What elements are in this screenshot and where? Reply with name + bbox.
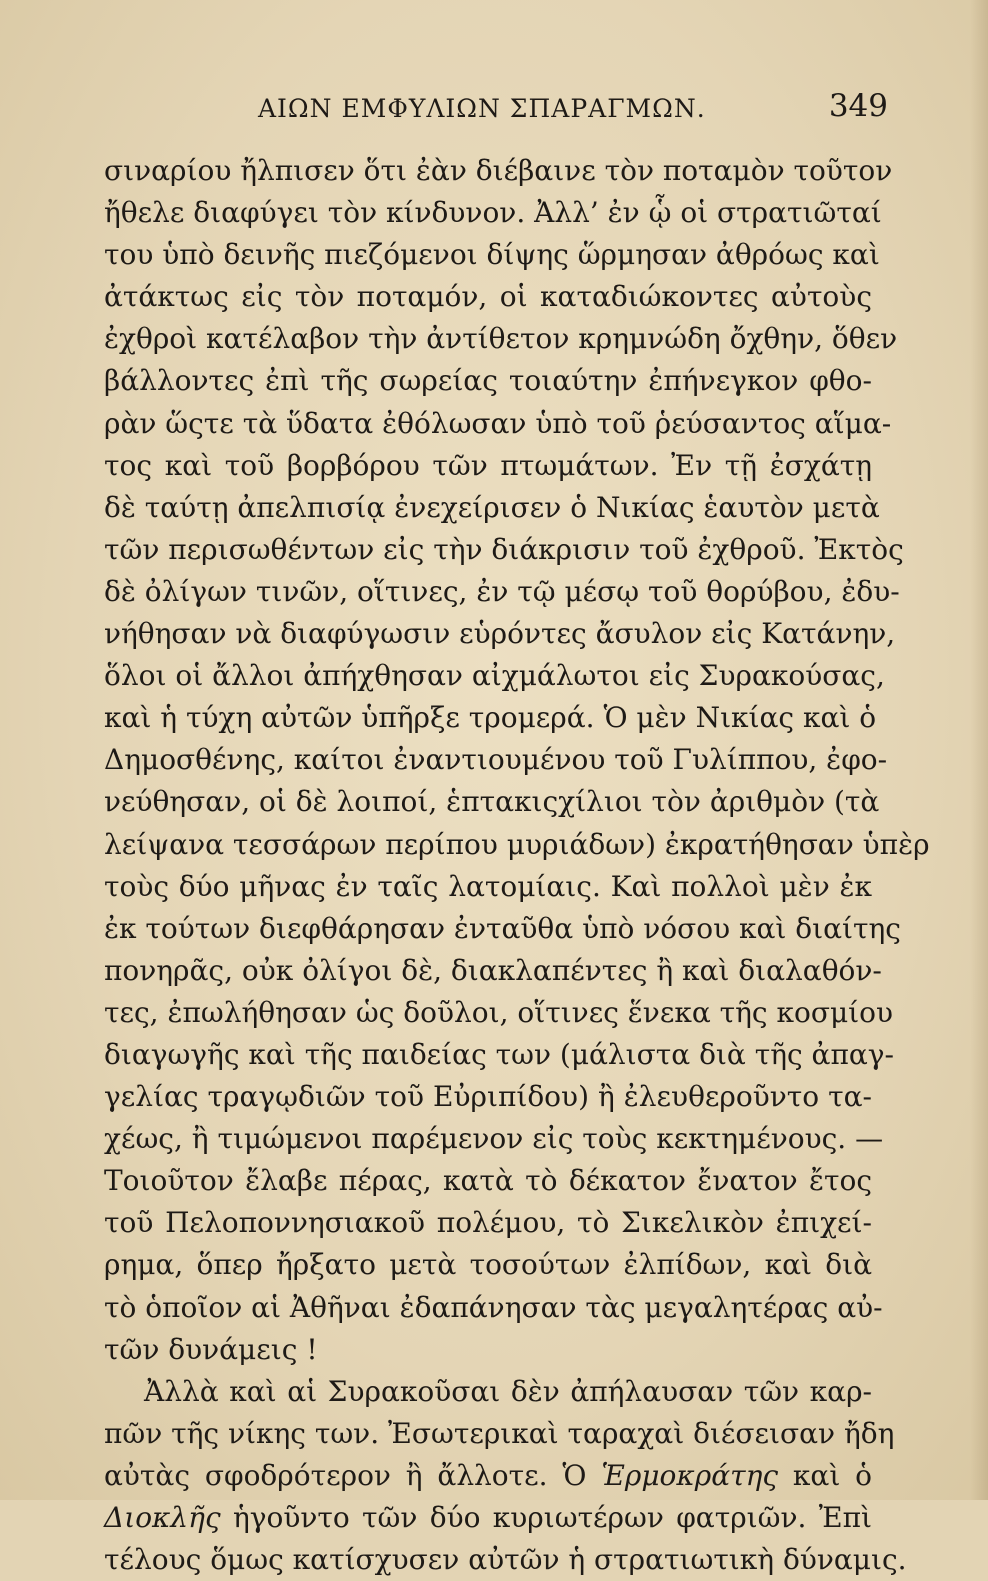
text-line: σιναρίου ἤλπισεν ὅτι ἐὰν διέβαινε τὸν ποταμὸν τοῦτον (104, 154, 893, 187)
text-line: ὅλοι οἱ ἄλλοι ἀπήχθησαν αἰχμάλωτοι εἰς Συρακούσας, (104, 659, 885, 693)
text-line: Δημοσθένης, καίτοι ἐναντιουμένου τοῦ Γυλίππου, ἐφο- (104, 743, 888, 777)
text-line: γελίας τραγῳδιῶν τοῦ Εὐριπίδου) ἢ ἐλευθεροῦντο τα- (104, 1080, 872, 1114)
text-line: καὶ ἡ τύχη αὐτῶν ὑπῆρξε τρομερά. Ὁ μὲν Νικίας καὶ ὁ (104, 701, 877, 735)
running-title: ΑΙΩΝ ΕΜΦΥΛΙΩΝ ΣΠΑΡΑΓΜΩΝ. (258, 94, 706, 123)
text-line: ἐχθροὶ κατέλαβον τὴν ἀντίθετον κρημνώδη ὄχθην, ὅθεν (104, 322, 898, 356)
text-line: τοῦ Πελοποννησιακοῦ πολέμου, τὸ Σικελικὸν ἐπιχεί- (104, 1206, 872, 1240)
text-line: δὲ ταύτῃ ἀπελπισίᾳ ἐνεχείρισεν ὁ Νικίας ἑαυτὸν μετὰ (104, 490, 880, 524)
text-line: τέλους ὅμως κατίσχυσεν αὐτῶν ἡ στρατιωτικὴ δύναμις. (104, 1543, 907, 1577)
text-line: δὲ ὀλίγων τινῶν, οἵτινες, ἐν τῷ μέσῳ τοῦ θορύβου, ἐδυ- (104, 574, 900, 608)
text-line: τες, ἐπωλήθησαν ὡς δοῦλοι, οἵτινες ἕνεκα τῆς κοσμίου (104, 995, 894, 1029)
text-line: πῶν τῆς νίκης των. Ἐσωτερικαὶ ταραχαὶ διέσεισαν ἤδη (104, 1416, 895, 1450)
text-line: τὸ ὁποῖον αἱ Ἀθῆναι ἐδαπάνησαν τὰς μεγαλητέρας αὐ- (104, 1290, 883, 1324)
text-line: νήθησαν νὰ διαφύγωσιν εὑρόντες ἄσυλον εἰς Κατάνην, (104, 617, 896, 651)
text-line: τῶν δυνάμεις ! (104, 1332, 318, 1366)
text-line: τοὺς δύο μῆνας ἐν ταῖς λατομίαις. Καὶ πολλοὶ μὲν ἐκ (104, 869, 872, 903)
text-line: τος καὶ τοῦ βορβόρου τῶν πτωμάτων. Ἐν τῇ ἐσχάτῃ (104, 448, 872, 482)
text-line: βάλλοντες ἐπὶ τῆς σωρείας τοιαύτην ἐπήνεγκον φθο- (104, 364, 872, 398)
text-line: Ἀλλὰ καὶ αἱ Συρακοῦσαι δὲν ἀπήλαυσαν τῶν καρ- (144, 1374, 872, 1408)
text-line: τῶν περισωθέντων εἰς τὴν διάκρισιν τοῦ ἐχθροῦ. Ἐκτὸς (104, 532, 904, 566)
text-line: ρημα, ὅπερ ἤρξατο μετὰ τοσούτων ἐλπίδων, καὶ διὰ (104, 1248, 872, 1282)
body-text (104, 150, 930, 1581)
text-line: διαγωγῆς καὶ τῆς παιδείας των (μάλιστα διὰ τῆς ἀπαγ- (104, 1037, 894, 1071)
page-header (258, 88, 898, 128)
text-line: ἀτάκτως εἰς τὸν ποταμόν, οἱ καταδιώκοντες αὐτοὺς (104, 280, 872, 314)
page-edge-shadow (970, 0, 988, 1500)
text-line: ρὰν ὥςτε τὰ ὕδατα ἐθόλωσαν ὑπὸ τοῦ ῥεύσαντος αἵμα- (104, 406, 892, 440)
text-line: ἐκ τούτων διεφθάρησαν ἐνταῦθα ὑπὸ νόσου καὶ διαίτης (104, 911, 901, 945)
text-line: πονηρᾶς, οὐκ ὀλίγοι δὲ, διακλαπέντες ἢ καὶ διαλαθόν- (104, 953, 882, 987)
text-line: νεύθησαν, οἱ δὲ λοιποί, ἑπτακιςχίλιοι τὸν ἀριθμὸν (τὰ (104, 785, 880, 819)
text-line: ἤθελε διαφύγει τὸν κίνδυνον. Ἀλλ’ ἐν ᾧ οἱ στρατιῶταί (104, 196, 882, 230)
text-line: Διοκλῆς ἡγοῦντο τῶν δύο κυριωτέρων φατριῶν. Ἐπὶ (104, 1501, 872, 1534)
italic-name: Ἑρμοκράτης (601, 1458, 779, 1492)
text-line: Τοιοῦτον ἔλαβε πέρας, κατὰ τὸ δέκατον ἔνατον ἔτος (104, 1164, 872, 1198)
italic-name: Διοκλῆς (104, 1501, 221, 1534)
text-line: του ὑπὸ δεινῆς πιεζόμενοι δίψης ὥρμησαν ἀθρόως καὶ (104, 238, 880, 272)
page-number: 349 (828, 88, 888, 124)
text-line: λείψανα τεσσάρων περίπου μυριάδων) ἐκρατήθησαν ὑπὲρ (104, 827, 930, 861)
text-line: χέως, ἢ τιμώμενοι παρέμενον εἰς τοὺς κεκτημένους. — (104, 1122, 884, 1156)
text-line: αὐτὰς σφοδρότερον ἢ ἄλλοτε. Ὁ Ἑρμοκράτης καὶ ὁ (104, 1458, 873, 1492)
